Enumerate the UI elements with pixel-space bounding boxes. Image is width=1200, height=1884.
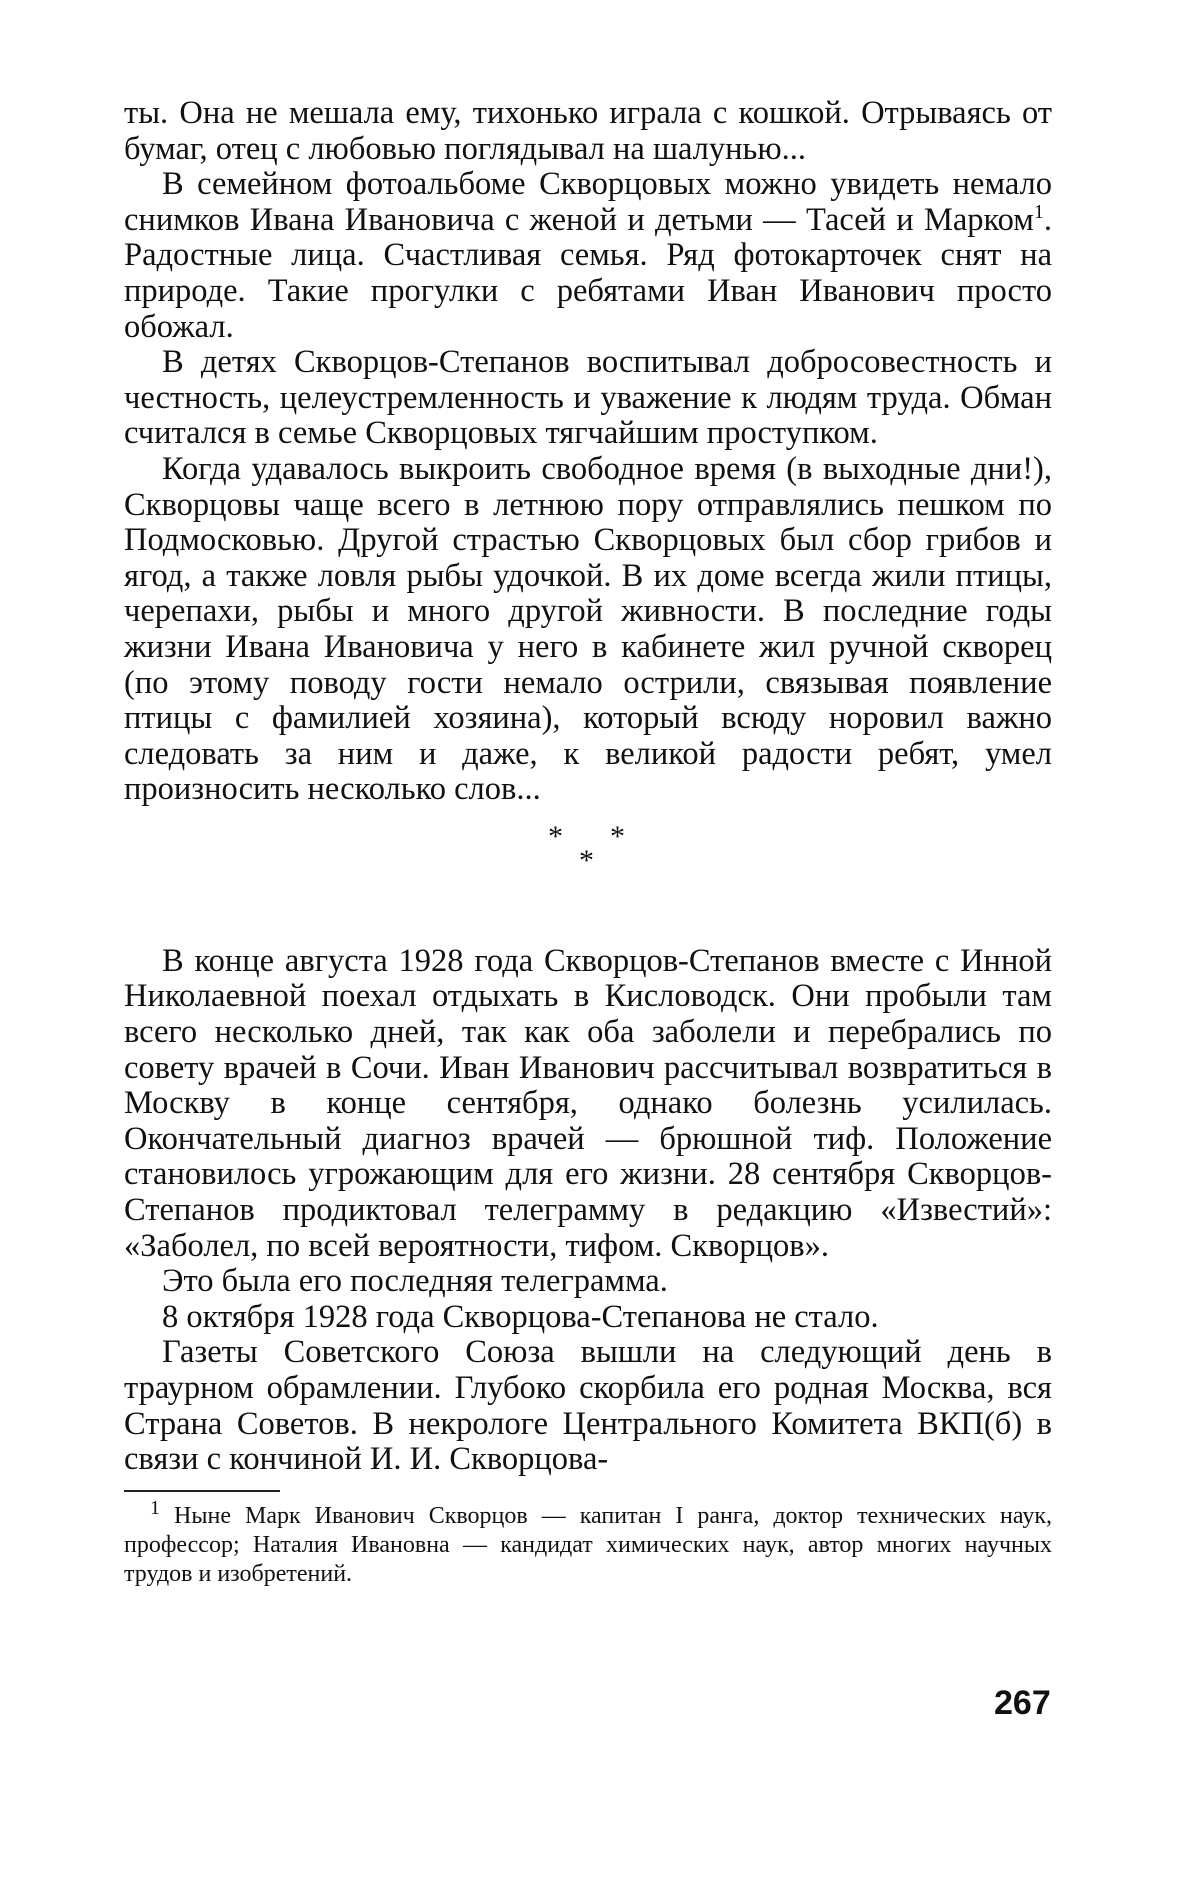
page-number: 267 <box>994 1684 1051 1722</box>
footnote-divider <box>124 1490 280 1492</box>
section-separator <box>124 814 1052 944</box>
footnote-marker: 1 <box>150 1496 160 1519</box>
paragraph-text: В семейном фотоальбоме Скворцовых можно увидеть немало снимков Ивана Ивановича с женой и детьми — Тасей и Марком <box>124 166 1052 238</box>
book-page <box>124 96 1052 1589</box>
paragraph-upbringing: В детях Скворцов-Степанов воспитывал добросовестность и честность, целеустремленность и уважение к людям труда. Обман считался в семье Скворцовых тягчайшим проступком. <box>124 344 1052 452</box>
paragraph-last-telegram: Это была его последняя телеграмма. <box>162 1263 668 1300</box>
separator-asterisk: * <box>610 819 625 853</box>
paragraph-mourning: Газеты Советского Союза вышли на следующий день в траурном обрамлении. Глубоко скорбила его родная Москва, вся Страна Советов. В некрологе Центрального Комитета ВКП(б) в связи с кончиной И. И. Скворцова- <box>124 1334 1052 1478</box>
paragraph-illness: В конце августа 1928 года Скворцов-Степанов вместе с Инной Николаевной поехал отдыхать в Кисловодск. Они пробыли там всего несколько дней, так как оба заболели и перебрались по совету врачей в Сочи. Иван Иванович рассчитывал возвратиться в Москву в конце сентября, однако болезнь усилилась. Окончательный диагноз врачей — брюшной тиф. Положение становилось угрожающим для его жизни. 28 сентября Скворцов-Степанов продиктовал телеграмму в редакцию «Известий»: «Заболел, по всей вероятности, тифом. Скворцов». <box>124 942 1052 1264</box>
footnote-text: Ныне Марк Иванович Скворцов — капитан I ранга, доктор технических наук, профессор; Наталия Ивановна — кандидат химических наук, автор многих научных трудов и изобретений. <box>124 1502 1052 1587</box>
paragraph-death: 8 октября 1928 года Скворцова-Степанова не стало. <box>162 1298 879 1335</box>
paragraph-free-time: Когда удавалось выкроить свободное время (в выходные дни!), Скворцовы чаще всего в летнюю пору отправлялись пешком по Подмосковью. Другой страстью Скворцовых был сбор грибов и ягод, а также ловля рыбы удочкой. В их доме всегда жили птицы, черепахи, рыбы и много другой живности. В последние годы жизни Ивана Ивановича у него в кабинете жил ручной скворец (по этому поводу гости немало острили, связывая появление птицы с фамилией хозяина), который всюду норовил важно следовать за ним и даже, к великой радости ребят, умел произносить несколько слов... <box>124 450 1052 808</box>
paragraph-text: Радостные лица. Счастливая семья. Ряд фотокарточек снят на природе. Такие прогулки с ребятами Иван Иванович просто обожал. <box>124 237 1052 345</box>
footnote-reference: 1 <box>1033 200 1044 223</box>
separator-asterisk: * <box>579 843 594 877</box>
paragraph-continuation: ты. Она не мешала ему, тихонько играла с кошкой. Отрываясь от бумаг, отец с любовью поглядывал на шалунью... <box>124 95 1052 167</box>
footnote <box>124 1496 1052 1589</box>
separator-asterisk: * <box>548 819 563 853</box>
paragraph-photo-album: В семейном фотоальбоме Скворцовых можно увидеть немало снимков Ивана Ивановича с женой и детьми — Тасей и Марком$^1$. Радостные лица. Счастливая семья. Ряд фотокарточек снят на природе. Такие прогулки с ребятами Иван Иванович просто обожал. <box>124 166 1052 345</box>
